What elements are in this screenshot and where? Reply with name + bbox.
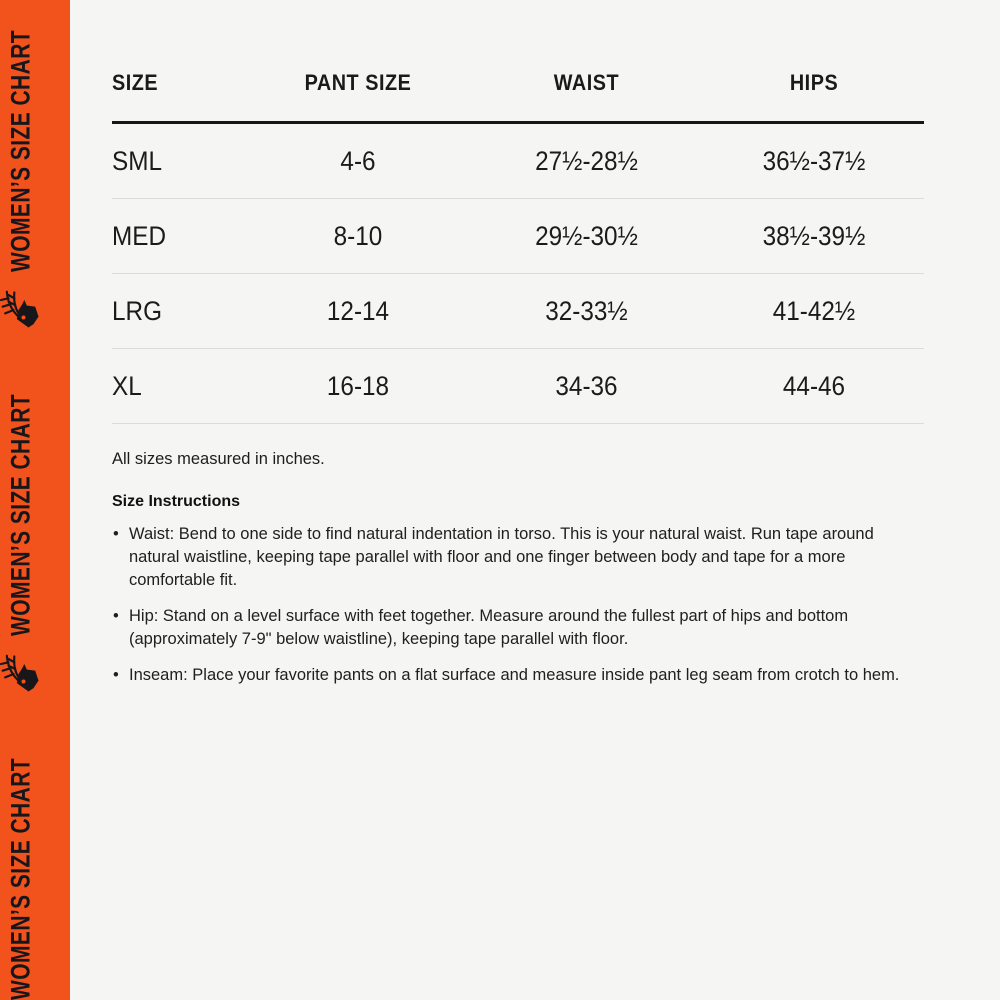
- bullet-icon: •: [113, 666, 119, 684]
- hips-value: 41-42½: [772, 295, 856, 326]
- size-chart-content: [112, 0, 924, 700]
- sidebar-banner: [0, 0, 70, 1000]
- column-header-size: SIZE: [112, 70, 159, 95]
- waist-value: 29½-30½: [535, 220, 638, 251]
- table-row-xl: [112, 349, 924, 424]
- table-row-med: [112, 199, 924, 274]
- size-value: MED: [112, 220, 166, 251]
- instruction-item-hip: [112, 605, 924, 651]
- sidebar-banner-label: WOMEN’S SIZE CHART: [5, 757, 36, 1000]
- size-value: LRG: [112, 295, 162, 326]
- bullet-icon: •: [113, 607, 119, 625]
- instructions-list: [112, 523, 924, 687]
- waist-value: 32-33½: [545, 295, 628, 326]
- instruction-text: Inseam: Place your favorite pants on a flat surface and measure inside pant leg seam from crotch to hem.: [129, 666, 900, 684]
- deer-antler-logo-icon: [0, 290, 44, 330]
- waist-value: 27½-28½: [535, 145, 638, 176]
- hips-value: 38½-39½: [762, 220, 866, 251]
- sidebar-strip: [0, 0, 56, 1000]
- pant-size-value: 4-6: [340, 145, 376, 176]
- instruction-item-waist: [112, 523, 924, 592]
- instructions-heading: Size Instructions: [112, 493, 241, 510]
- column-header-pant-size: PANT SIZE: [304, 70, 412, 95]
- hips-value: 36½-37½: [762, 145, 866, 176]
- size-value: XL: [112, 370, 142, 401]
- instruction-text: Hip: Stand on a level surface with feet together. Measure around the fullest part of hips and bottom (approximately 7-9" below waistline), keeping tape parallel with floor.: [129, 607, 849, 648]
- pant-size-value: 16-18: [326, 370, 390, 401]
- deer-antler-logo-icon: [0, 654, 44, 694]
- instruction-text: Waist: Bend to one side to find natural indentation in torso. This is your natural waist. Run tape around natural waistline, keeping tape parallel with floor and one finger between body and tape for a more comfortable fit.: [129, 525, 874, 589]
- hips-value: 44-46: [782, 370, 846, 401]
- table-header-row: [112, 0, 924, 124]
- waist-value: 34-36: [555, 370, 618, 401]
- column-header-hips: HIPS: [789, 70, 839, 95]
- sidebar-banner-label: WOMEN’S SIZE CHART: [5, 393, 36, 636]
- size-value: SML: [112, 145, 162, 176]
- pant-size-value: 12-14: [326, 295, 390, 326]
- table-row-sml: [112, 124, 924, 199]
- measurement-note: All sizes measured in inches.: [112, 450, 325, 468]
- sidebar-banner-label: WOMEN’S SIZE CHART: [5, 29, 36, 272]
- pant-size-value: 8-10: [333, 220, 383, 251]
- bullet-icon: •: [113, 525, 119, 543]
- instruction-item-inseam: [112, 664, 924, 687]
- column-header-waist: WAIST: [553, 70, 620, 95]
- table-row-lrg: [112, 274, 924, 349]
